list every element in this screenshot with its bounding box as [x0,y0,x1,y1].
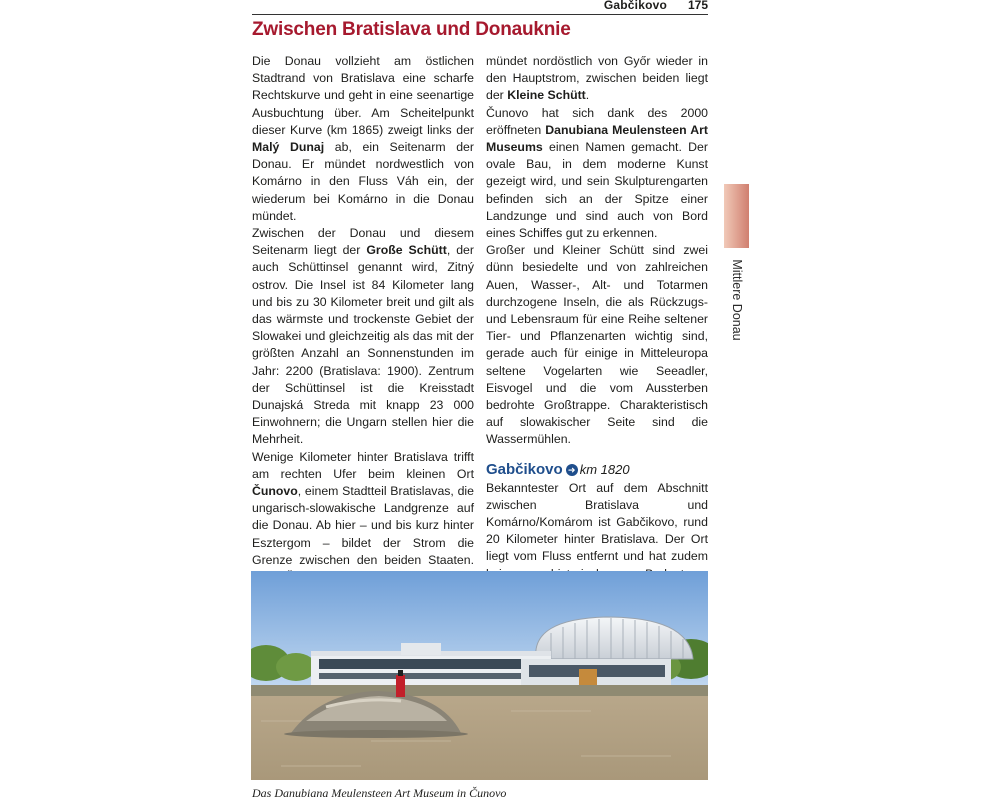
text-run: . [585,88,590,103]
text-run: Wenige Kilometer hinter Bratislava trifft am rechten Ufer beim kleinen Ort [252,449,474,481]
paragraph [486,53,708,105]
bold-term: Danubiana Meulensteen Art Museums [486,122,708,155]
embankment [251,685,708,697]
running-header-section: Gabčikovo [603,0,667,12]
danubiana-museum-photo [251,571,708,780]
text-run: Die Donau vollzieht am östlichen Stadtrand von Bratislava eine scharfe Rechtskurve und geht in eine seenartige Ausbuchtung über. Am Scheitelpunkt dieser Kurve (km 1865) zweigt links der [252,54,474,137]
bold-term: Kleine Schütt [507,88,586,103]
river-km: km 1820 [579,461,630,477]
text-run: mündet nordöstlich von Győr wieder in den Hauptstrom, zwischen beiden liegt der [486,54,708,103]
subheading-title: Gabčikovo [486,460,563,478]
left-column [252,53,474,621]
paragraph [252,53,474,225]
photo-caption: Das Danubiana Meulensteen Art Museum in Čunovo [252,786,507,800]
paragraph [486,105,708,243]
running-header [252,0,708,15]
text-run: einen Namen gemacht. Der ovale Bau, in dem moderne Kunst gezeigt wird, und sein Skulpturengarten befinden sich an der Spitze einer Landzunge und sind auch von Bord eines Schiffes gut zu erkennen. [486,140,708,241]
text-run: Zwischen der Donau und diesem Seitenarm liegt der [252,226,474,258]
bold-term: Malý Dunaj [252,140,325,155]
section-subheading [486,460,708,480]
chapter-tab-label: Mittlere Donau [730,259,744,341]
chapter-tab-marker [724,184,749,248]
paragraph [252,225,474,449]
arrow-right-circle-icon: ➜ [566,464,578,476]
bold-term: Große Schütt [366,243,447,258]
page-number: 175 [687,0,708,12]
chapter-heading: Zwischen Bratislava und Donauknie [252,19,571,40]
text-run: , der auch Schüttinsel genannt wird, Zitný ostrov. Die Insel ist 84 Kilometer lang und bis zu 30 Kilometer breit und gilt als das wärmste und trockenste Gebiet der Slowakei und gleichzeitig als das mit der größten Anzahl an Sonnenstunden im Jahr: 2200 (Bratislava: 1900). Zentrum der Schüttinsel ist die Kreisstadt Dunajská Streda mit knapp 23 000 Einwohnern; die Ungarn stellen hier die Mehrheit. [252,243,474,447]
paragraph: Bekanntester Ort auf dem Abschnitt zwischen Bratislava und Komárno/Komárom ist Gabčikovo, rund 20 Kilometer hinter Bratislava. Der Ort liegt vom Fluss entfernt und hat zudem [486,480,708,564]
text-run: ab, ein Seitenarm der Donau. Er mündet nordwestlich von Komárno in den Fluss Váh ein, der wiederum bei Komárno in die Donau mündet. [252,140,474,223]
right-column [486,53,708,600]
text-run: , einem Stadtteil Bratislavas, die ungarisch-slowakische Landgrenze auf die Donau. Ab hier – und bis kurz hinter Esztergom – bildet der Strom die Grenze zwischen den beiden Staaten. [252,484,474,567]
paragraph: Großer und Kleiner Schütt sind zwei dünn besiedelte und von zahlreichen Auen, Wasser-, Alt- und Totarmen durchzogene Inseln, die als Rückzugs- und Lebensraum für eine Reihe seltener Tier- und Pflanzenarten wichtig sind, gerade auch für einige in Mitteleuropa seltene Vogelarten wie Seeadler, Eisvogel und die vom Aussterben bedrohte Großtrappe. Charakteristisch auf slowakischer Seite sind die Wassermühlen. [486,243,708,447]
bold-term: Čunovo [252,484,298,499]
text-run: Čunovo hat sich dank des 2000 eröffneten [486,105,708,137]
